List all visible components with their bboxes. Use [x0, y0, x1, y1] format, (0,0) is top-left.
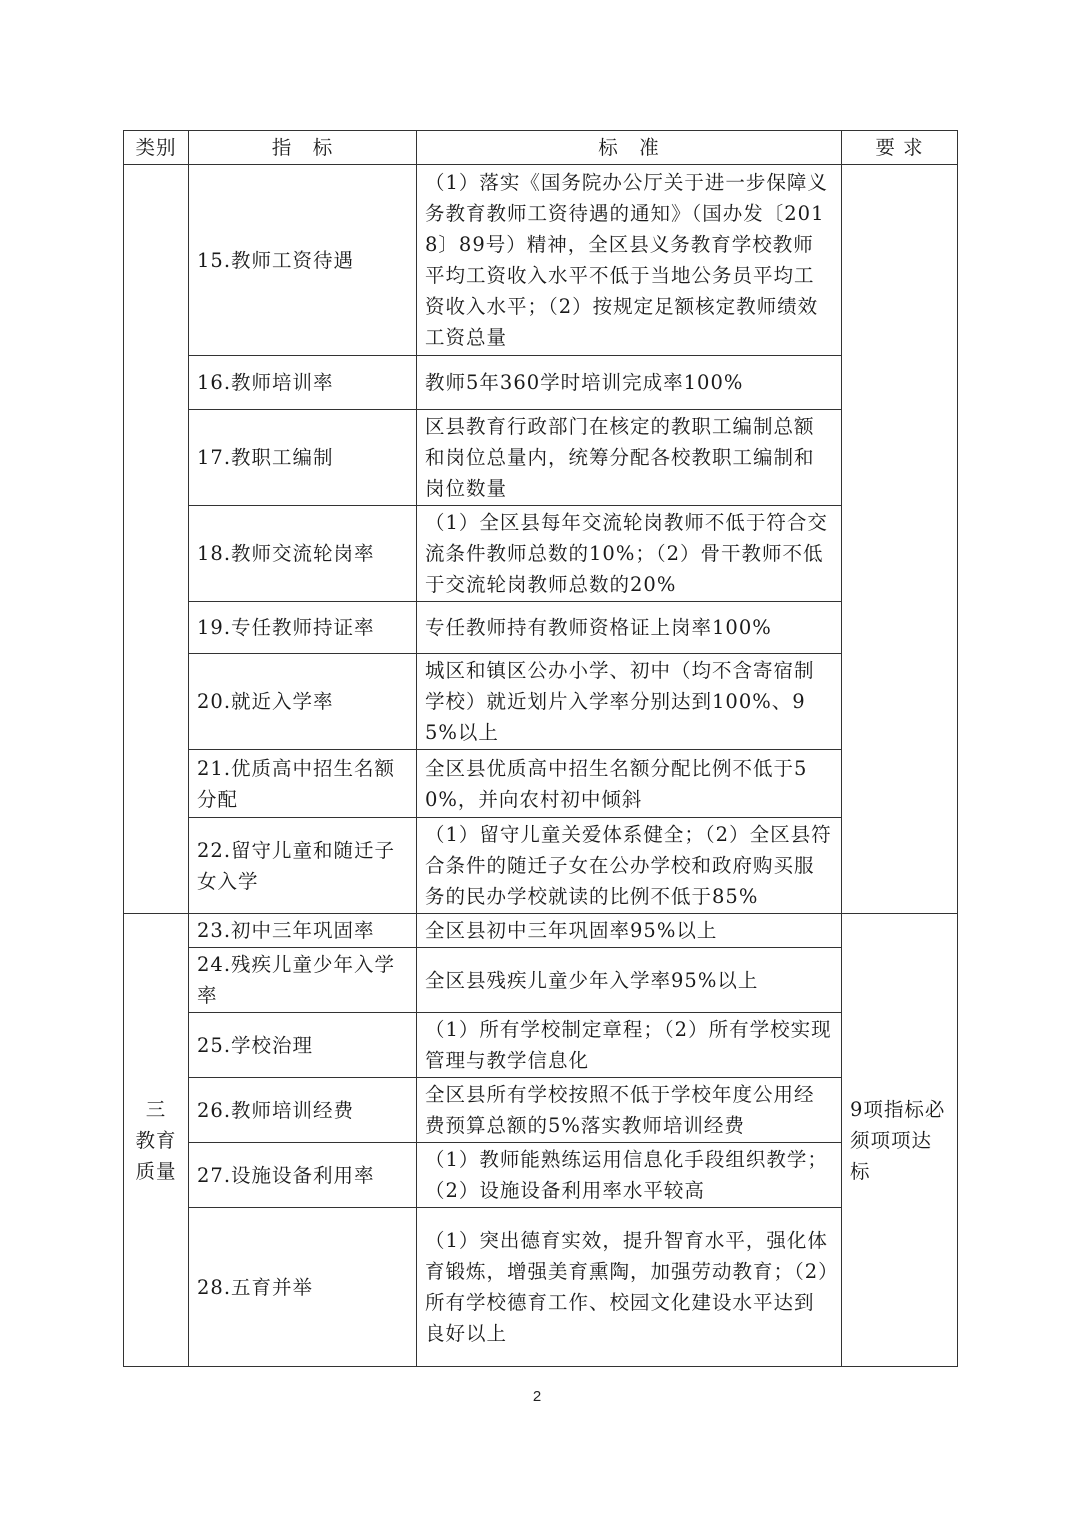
header-requirement: 要 求	[842, 131, 958, 165]
category-cell-continued	[124, 165, 189, 914]
header-indicator: 指 标	[189, 131, 417, 165]
header-standard: 标 准	[417, 131, 842, 165]
indicator-cell: 27.设施设备利用率	[189, 1143, 417, 1208]
requirement-cell-continued	[842, 165, 958, 914]
standard-cell: （1）全区县每年交流轮岗教师不低于符合交流条件教师总数的10%；（2）骨干教师不低于交流轮岗教师总数的20%	[417, 506, 842, 602]
indicator-cell: 22.留守儿童和随迁子女入学	[189, 818, 417, 914]
table-row	[124, 356, 958, 410]
standard-cell: （1）落实《国务院办公厅关于进一步保障义务教育教师工资待遇的通知》（国办发〔2018〕89号）精神，全区县义务教育学校教师平均工资收入水平不低于当地公务员平均工资收入水平；（2）按规定足额核定教师绩效工资总量	[417, 165, 842, 356]
indicator-cell: 28.五育并举	[189, 1208, 417, 1367]
standard-cell: 城区和镇区公办小学、初中（均不含寄宿制学校）就近划片入学率分别达到100%、95%以上	[417, 654, 842, 750]
indicator-cell: 20.就近入学率	[189, 654, 417, 750]
category-number: 三	[145, 1097, 167, 1121]
table-row	[124, 750, 958, 818]
table-row	[124, 914, 958, 948]
standard-cell: 区县教育行政部门在核定的教职工编制总额和岗位总量内，统筹分配各校教职工编制和岗位数量	[417, 410, 842, 506]
indicator-cell: 26.教师培训经费	[189, 1078, 417, 1143]
table-row	[124, 602, 958, 654]
table-header-row	[124, 131, 958, 165]
indicator-cell: 19.专任教师持证率	[189, 602, 417, 654]
table-row	[124, 654, 958, 750]
table-row	[124, 506, 958, 602]
indicator-cell: 24.残疾儿童少年入学率	[189, 948, 417, 1013]
standard-cell: 全区县残疾儿童少年入学率95%以上	[417, 948, 842, 1013]
standard-cell: 教师5年360学时培训完成率100%	[417, 356, 842, 410]
page-number: 2	[532, 1388, 542, 1405]
category-name-line1: 教育	[135, 1128, 177, 1152]
indicator-cell: 16.教师培训率	[189, 356, 417, 410]
requirement-cell-3: 9项指标必须项项达标	[842, 914, 958, 1367]
indicator-cell: 15.教师工资待遇	[189, 165, 417, 356]
header-category: 类别	[124, 131, 189, 165]
standard-cell: （1）突出德育实效，提升智育水平，强化体育锻炼，增强美育熏陶，加强劳动教育；（2）所有学校德育工作、校园文化建设水平达到良好以上	[417, 1208, 842, 1367]
indicator-cell: 21.优质高中招生名额分配	[189, 750, 417, 818]
standard-cell: 全区县所有学校按照不低于学校年度公用经费预算总额的5%落实教师培训经费	[417, 1078, 842, 1143]
table-row	[124, 1078, 958, 1143]
category-cell-3	[124, 914, 189, 1367]
indicator-cell: 18.教师交流轮岗率	[189, 506, 417, 602]
standard-cell: （1）留守儿童关爱体系健全；（2）全区县符合条件的随迁子女在公办学校和政府购买服务的民办学校就读的比例不低于85%	[417, 818, 842, 914]
table-row	[124, 1013, 958, 1078]
table-row	[124, 410, 958, 506]
table-row	[124, 1143, 958, 1208]
category-name-line2: 质量	[135, 1159, 177, 1183]
table-row	[124, 948, 958, 1013]
table-row	[124, 165, 958, 356]
standard-cell: 全区县优质高中招生名额分配比例不低于50%，并向农村初中倾斜	[417, 750, 842, 818]
standard-cell: 全区县初中三年巩固率95%以上	[417, 914, 842, 948]
indicator-cell: 17.教职工编制	[189, 410, 417, 506]
table-row	[124, 818, 958, 914]
indicator-cell: 25.学校治理	[189, 1013, 417, 1078]
table-row	[124, 1208, 958, 1367]
standard-cell: 专任教师持有教师资格证上岗率100%	[417, 602, 842, 654]
standards-table	[123, 130, 958, 1367]
standard-cell: （1）教师能熟练运用信息化手段组织教学；（2）设施设备利用率水平较高	[417, 1143, 842, 1208]
indicator-cell: 23.初中三年巩固率	[189, 914, 417, 948]
standard-cell: （1）所有学校制定章程；（2）所有学校实现管理与教学信息化	[417, 1013, 842, 1078]
